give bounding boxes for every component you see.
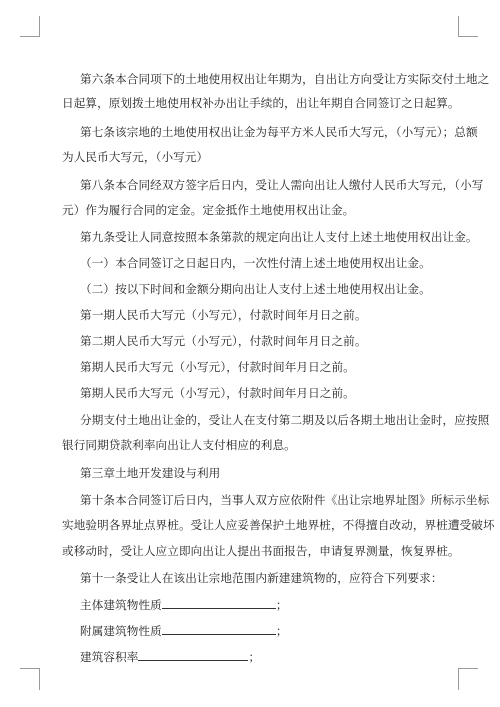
requirement-auxiliary-building <box>80 623 288 638</box>
fill-in-blank[interactable] <box>162 597 276 609</box>
crop-mark-bottom-left <box>20 668 40 669</box>
requirement-main-building <box>80 597 288 612</box>
clause-11: 第十一条受让人在该出让宗地范围内新建建筑物的，应符合下列要求： <box>80 571 443 585</box>
clause-8-line-1: 第八条本合同经双方签字后日内，受让人需向出让人缴付人民币大写元，（小写 <box>80 178 484 192</box>
requirement-floor-area-ratio <box>80 649 260 664</box>
clause-7-line-2: 为人民币大写元，（小写元） <box>62 150 209 164</box>
installment-3: 第期人民币大写元（小写元），付款时间年月日之前。 <box>80 360 355 374</box>
requirement-end: ； <box>248 650 261 664</box>
crop-mark-top-right <box>458 16 459 37</box>
installment-4: 第期人民币大写元（小写元），付款时间年月日之前。 <box>80 386 355 400</box>
payment-option-2: （二）按以下时间和金额分期向出让人支付上述土地使用权出让金。 <box>80 282 431 296</box>
fill-in-blank[interactable] <box>162 623 276 635</box>
interest-line-2: 银行同期贷款利率向出让人支付相应的利息。 <box>62 438 296 452</box>
payment-option-1: （一）本合同签订之日起日内，一次性付清上述土地使用权出让金。 <box>80 256 431 270</box>
clause-10-line-1: 第十条本合同签订后日内，当事人双方应依附件《出让宗地界址图》所标示坐标 <box>80 493 490 507</box>
crop-mark-bottom-left <box>39 668 40 690</box>
clause-6-line-2: 日起算，原划拨土地使用权补办出让手续的，出让年期自合同签订之日起算。 <box>62 96 460 110</box>
interest-line-1: 分期支付土地出让金的，受让人在支付第二期及以后各期土地出让金时，应按照 <box>80 413 490 427</box>
clause-7-line-1: 第七条该宗地的土地使用权出让金为每平方米人民币大写元，（小写元）；总额 <box>80 125 478 139</box>
crop-mark-top-right <box>458 36 478 37</box>
requirement-end: ； <box>275 598 288 612</box>
requirement-end: ； <box>275 624 288 638</box>
crop-mark-bottom-right <box>458 668 459 690</box>
requirement-label: 附属建筑物性质 <box>80 624 162 638</box>
clause-6-line-1: 第六条本合同项下的土地使用权出让年期为，自出让方向受让方实际交付土地之 <box>80 72 490 86</box>
crop-mark-top-left <box>39 16 40 37</box>
clause-8-line-2: 元）作为履行合同的定金。定金抵作土地使用权出让金。 <box>62 203 355 217</box>
installment-2: 第二期人民币大写元（小写元），付款时间年月日之前。 <box>80 334 367 348</box>
clause-10-line-3: 或移动时，受让人应立即向出让人提出书面报告，申请复界测量，恢复界桩。 <box>62 544 460 558</box>
crop-mark-top-left <box>20 36 40 37</box>
chapter-3-heading: 第三章土地开发建设与利用 <box>80 466 221 480</box>
clause-9: 第九条受让人同意按照本条第款的规定向出让人支付上述土地使用权出让金。 <box>80 230 478 244</box>
installment-1: 第一期人民币大写元（小写元），付款时间年月日之前。 <box>80 308 367 322</box>
fill-in-blank[interactable] <box>138 649 248 661</box>
requirement-label: 主体建筑物性质 <box>80 598 162 612</box>
clause-10-line-2: 实地验明各界址点界桩。受让人应妥善保护土地界桩，不得擅自改动，界桩遭受破坏 <box>62 518 495 532</box>
requirement-label: 建筑容积率 <box>80 650 139 664</box>
crop-mark-bottom-right <box>458 668 478 669</box>
